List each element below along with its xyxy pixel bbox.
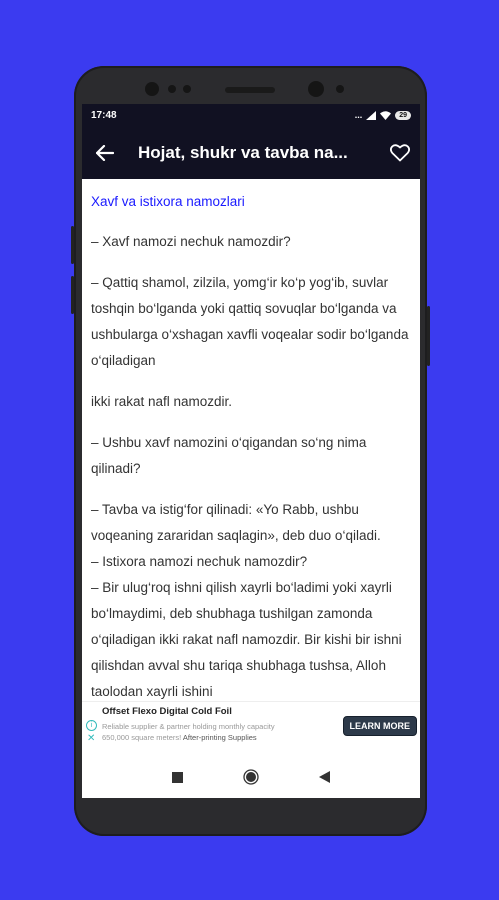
- phone-side-button: [71, 276, 74, 314]
- system-nav-bar: [82, 756, 420, 798]
- article-paragraph: – Ushbu xavf namozini o‘qigandan so‘ng nima qilinadi?: [91, 435, 367, 476]
- back-arrow-icon[interactable]: [96, 145, 114, 161]
- ad-banner[interactable]: [82, 701, 420, 749]
- ad-desc-line1: Reliable supplier & partner holding monthly capacity: [102, 722, 275, 731]
- article-content[interactable]: [82, 179, 420, 701]
- ad-info-icon[interactable]: i: [86, 720, 97, 731]
- battery-indicator: 29: [395, 111, 411, 120]
- front-camera-icon: [308, 81, 324, 97]
- page-title: Hojat, shukr va tavba na...: [138, 142, 348, 162]
- phone-power-button: [427, 306, 430, 366]
- sensor-icon: [168, 85, 176, 93]
- back-triangle-icon[interactable]: [319, 771, 330, 783]
- status-time: 17:48: [91, 109, 117, 121]
- ad-learn-more-button[interactable]: LEARN MORE: [343, 716, 418, 736]
- ad-desc-line3: After-printing Supplies: [182, 733, 257, 742]
- speaker-grille: [225, 87, 275, 93]
- phone-frame: [74, 66, 427, 836]
- ad-close-icon[interactable]: ✕: [87, 733, 96, 744]
- screen: [82, 104, 420, 798]
- ad-title[interactable]: Offset Flexo Digital Cold Foil: [102, 706, 232, 717]
- heart-icon[interactable]: [390, 144, 410, 162]
- article-paragraph: – Istixora namozi nechuk namozdir?: [91, 554, 308, 569]
- status-dots: ...: [354, 110, 363, 120]
- sensor-icon: [336, 85, 344, 93]
- status-bar: [82, 104, 420, 126]
- home-icon[interactable]: [243, 769, 259, 785]
- camera-icon: [145, 82, 159, 96]
- article-paragraph: – Xavf namozi nechuk namozdir?: [91, 234, 291, 249]
- sensor-icon: [183, 85, 191, 93]
- article-heading: Xavf va istixora namozlari: [91, 194, 245, 209]
- article-paragraph: – Bir ulug‘roq ishni qilish xayrli bo‘ladimi yoki xayrli bo‘lmaydimi, deb shubhaga tushilgan zamonda o‘qiladigan ikki rakat nafl namozdir. Bir kishi bir ishni qilishdan avval shu tariqa shubhaga tushsa, Alloh taolodan xayrli ishini: [91, 580, 402, 699]
- wifi-icon: [380, 111, 391, 120]
- ad-description: [102, 721, 332, 743]
- ad-desc-line2: 650,000 square meters!: [102, 733, 182, 742]
- article-paragraph: ikki rakat nafl namozdir.: [91, 394, 233, 409]
- status-icons: [355, 110, 411, 120]
- signal-icon: [366, 111, 376, 120]
- article-paragraph: – Tavba va istig‘for qilinadi: «Yo Rabb, ushbu voqeaning zararidan saqlagin», deb duo o‘qiladi.: [91, 502, 381, 543]
- article-paragraph: – Qattiq shamol, zilzila, yomg‘ir ko‘p yog‘ib, suvlar toshqin bo‘lganda yoki qattiq sovuqlar bo‘lganda va ushbularga o‘xshagan xavfli voqealar sodir bo‘lganda o‘qiladigan: [91, 275, 409, 368]
- phone-side-button: [71, 226, 74, 264]
- app-bar: [82, 126, 420, 179]
- stop-icon[interactable]: [172, 772, 183, 783]
